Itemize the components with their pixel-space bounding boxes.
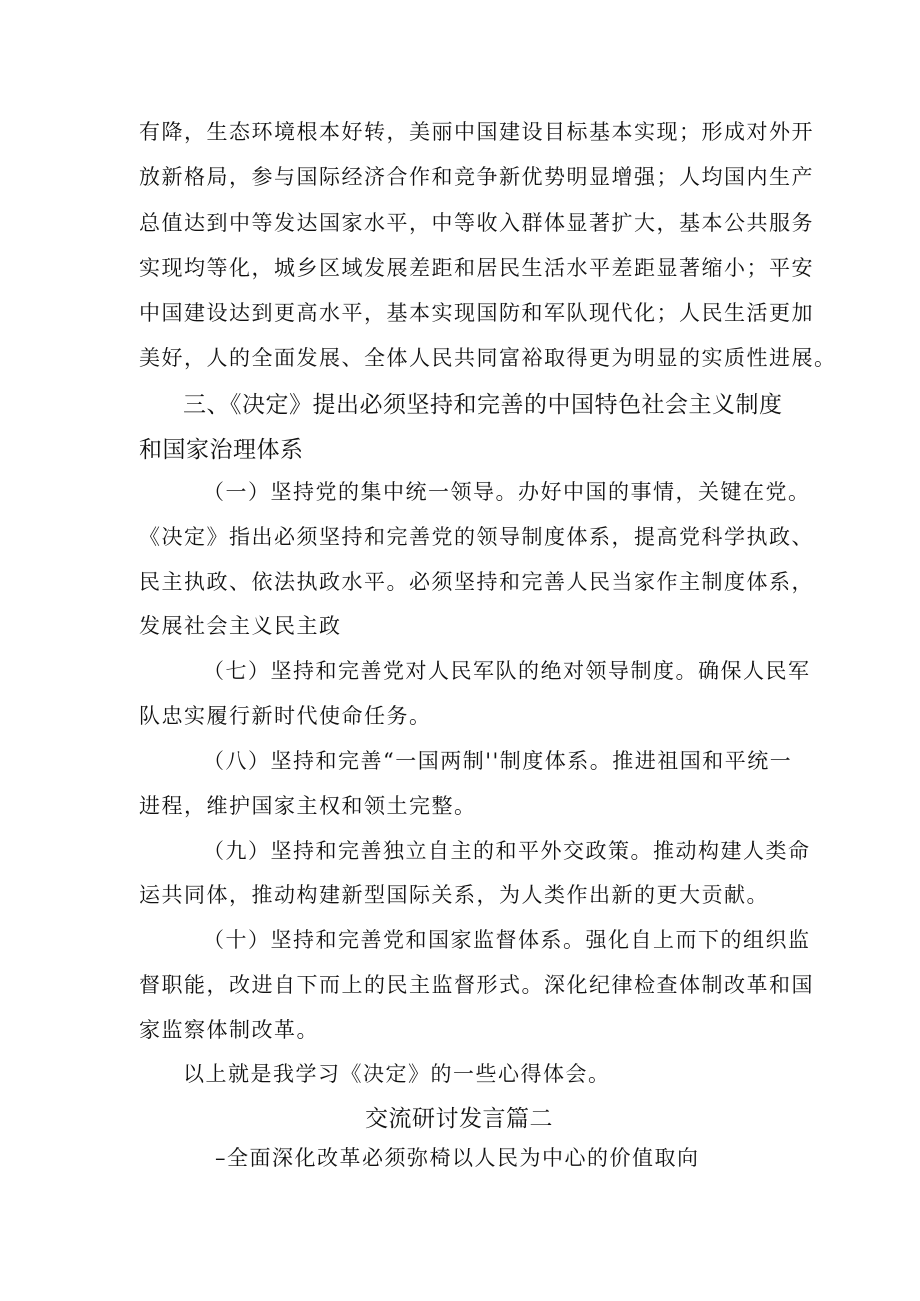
next-article-title: 交流研讨发言篇二 — [365, 1106, 553, 1132]
text-line: 民主执政、依法执政水平。必须坚持和完善人民当家作主制度体系， — [139, 570, 814, 594]
text-line: 实现均等化，城乡区域发展差距和居民生活水平差距显著缩小；平安 — [139, 256, 814, 280]
text-line: 队忠实履行新时代使命任务。 — [139, 704, 432, 728]
heading-line: 三、《决定》提出必须坚持和完善的中国特色社会主义制度 — [183, 392, 783, 418]
text-line: 家监察体制改革。 — [139, 1018, 319, 1042]
text-line: （一）坚持党的集中统一领导。办好中国的事情，关键在党。 — [203, 480, 811, 504]
text-line: 《决定》指出必须坚持和完善党的领导制度体系，提高党科学执政、 — [139, 525, 814, 549]
text-line: 督职能，改进自下而上的民主监督形式。深化纪律检查体制改革和国 — [139, 973, 814, 997]
text-line: （七）坚持和完善党对人民军队的绝对领导制度。确保人民军 — [203, 659, 811, 683]
heading-line: 和国家治理体系 — [139, 437, 304, 463]
text-line: 有降，生态环境根本好转，美丽中国建设目标基本实现；形成对外开 — [139, 120, 814, 144]
next-article-subtitle: –全面深化改革必须弥椅以人民为中心的价值取向 — [215, 1146, 700, 1170]
text-line: 美好，人的全面发展、全体人民共同富裕取得更为明显的实质性进展。 — [139, 346, 837, 370]
text-line: （九）坚持和完善独立自主的和平外交政策。推动构建人类命 — [203, 839, 811, 863]
text-line: 中国建设达到更高水平，基本实现国防和军队现代化；人民生活更加 — [139, 301, 814, 325]
text-line: 进程，维护国家主权和领土完整。 — [139, 794, 477, 818]
text-line: （八）坚持和完善“一国两制''制度体系。推进祖国和平统一 — [203, 749, 793, 773]
closing-sentence: 以上就是我学习《决定》的一些心得体会。 — [183, 1062, 611, 1086]
text-line: 总值达到中等发达国家水平，中等收入群体显著扩大，基本公共服务 — [139, 211, 814, 235]
text-line: 发展社会主义民主政 — [139, 614, 342, 638]
text-line: （十）坚持和完善党和国家监督体系。强化自上而下的组织监 — [203, 928, 811, 952]
text-line: 运共同体，推动构建新型国际关系，为人类作出新的更大贡献。 — [139, 883, 769, 907]
text-line: 放新格局，参与国际经济合作和竞争新优势明显增强；人均国内生产 — [139, 165, 814, 189]
